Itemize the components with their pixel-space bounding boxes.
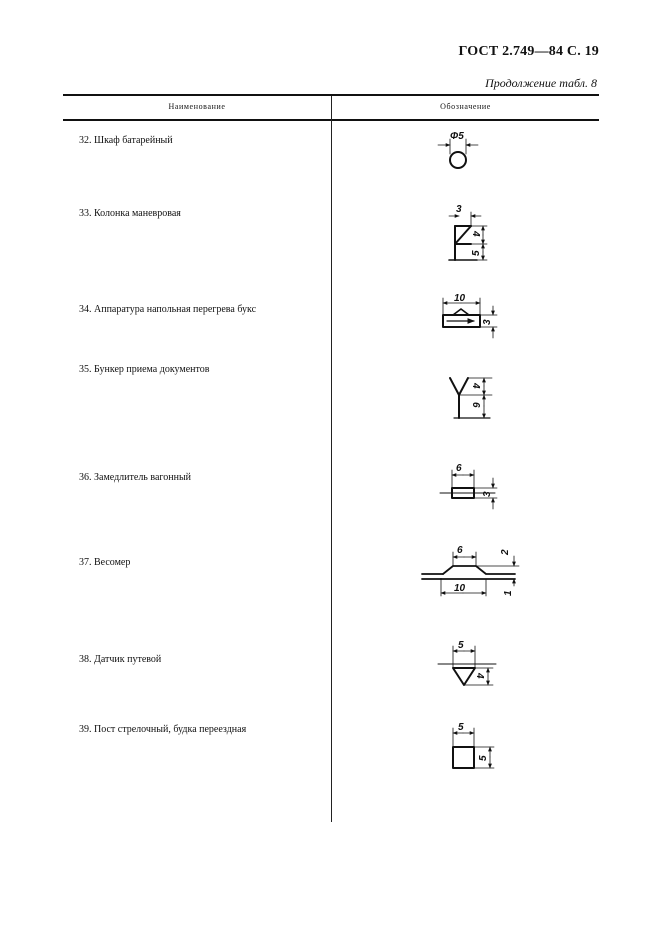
row-label-38: 38. Датчик путевой	[79, 654, 162, 665]
column-header-symbol: Обозначение	[440, 102, 491, 111]
dim-4: 4	[470, 231, 481, 237]
dim-10: 10	[454, 293, 466, 304]
shunting-column-symbol	[449, 204, 487, 260]
dim-10: 10	[454, 583, 466, 594]
dim-3: 3	[482, 319, 493, 325]
row-label-34: 34. Аппаратура напольная перегрева букс	[79, 304, 257, 315]
track-sensor-symbol	[438, 640, 496, 685]
dim-6: 6	[456, 463, 462, 474]
dim-2: 2	[500, 549, 511, 555]
document-bunker-symbol	[450, 378, 492, 418]
dim-5: 5	[471, 250, 482, 256]
dim-5-height: 5	[478, 755, 489, 761]
dim-phi5: Φ5	[450, 131, 464, 142]
row-label-37: 37. Весомер	[79, 557, 131, 568]
dim-6: 6	[457, 545, 463, 556]
row-label-35: 35. Бункер приема документов	[79, 364, 210, 375]
dim-1: 1	[503, 590, 514, 596]
row-label-39: 39. Пост стрелочный, будка переездная	[79, 724, 247, 735]
weigher-symbol	[422, 545, 519, 596]
dim-4: 4	[470, 383, 481, 389]
battery-cabinet-circle	[450, 152, 466, 168]
dim-3: 3	[456, 204, 462, 215]
dim-5-width: 5	[458, 722, 464, 733]
row-label-32: 32. Шкаф батарейный	[79, 135, 173, 146]
dim-5: 5	[458, 640, 464, 651]
dim-3: 3	[482, 491, 493, 497]
row-label-33: 33. Колонка маневровая	[79, 208, 181, 219]
dim-6: 6	[470, 402, 481, 408]
axle-box-equipment-symbol	[443, 293, 497, 338]
car-retarder-symbol	[440, 463, 497, 509]
table-continuation-note: Продолжение табл. 8	[485, 76, 597, 90]
row-label-36: 36. Замедлитель вагонный	[79, 472, 192, 483]
dim-4: 4	[474, 673, 485, 679]
column-header-name: Наименование	[168, 102, 226, 111]
page-header: ГОСТ 2.749—84 С. 19	[458, 44, 599, 59]
switch-post-symbol	[453, 722, 494, 768]
battery-cabinet-symbol	[438, 131, 478, 168]
